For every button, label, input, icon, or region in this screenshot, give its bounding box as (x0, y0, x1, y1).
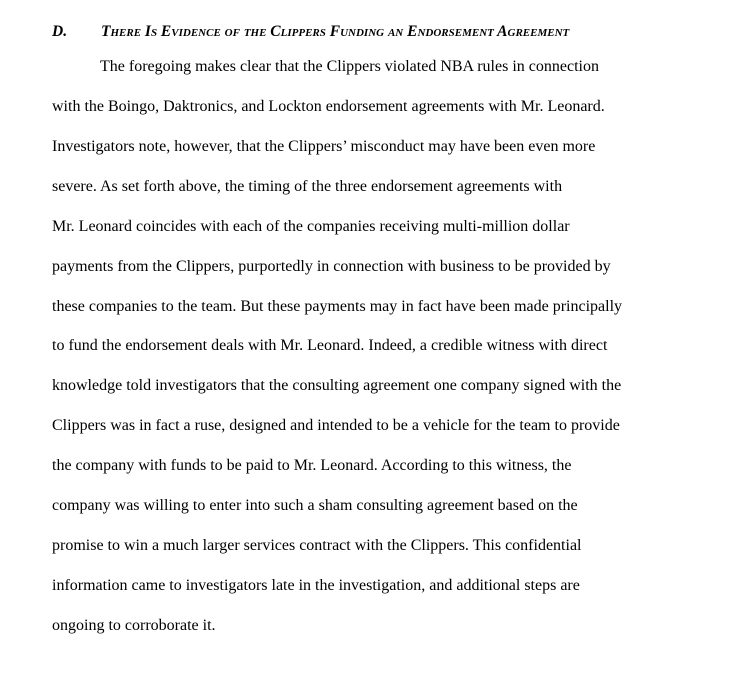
section-heading (52, 21, 712, 43)
paragraph-line: these companies to the team. But these payments may in fact have been made principally (52, 298, 623, 315)
paragraph-line: The foregoing makes clear that the Clippers violated NBA rules in connection (100, 58, 599, 75)
section-letter: D. (52, 23, 68, 40)
paragraph-line: to fund the endorsement deals with Mr. Leonard. Indeed, a credible witness with direct (52, 337, 608, 354)
paragraph-line: knowledge told investigators that the consulting agreement one company signed with the (52, 377, 622, 394)
paragraph-line: promise to win a much larger services contract with the Clippers. This confidential (52, 537, 582, 554)
paragraph-line: Investigators note, however, that the Clippers’ misconduct may have been even more (52, 138, 596, 155)
paragraph-line: Mr. Leonard coincides with each of the companies receiving multi-million dollar (52, 218, 570, 235)
paragraph-line: the company with funds to be paid to Mr. Leonard. According to this witness, the (52, 457, 572, 474)
section-title: There Is Evidence of the Clippers Funding an Endorsement Agreement (101, 23, 570, 40)
paragraph-line: payments from the Clippers, purportedly in connection with business to be provided by (52, 258, 611, 275)
paragraph-line: severe. As set forth above, the timing of the three endorsement agreements with (52, 178, 563, 195)
paragraph-line: Clippers was in fact a ruse, designed and intended to be a vehicle for the team to provide (52, 417, 620, 434)
paragraph-line: ongoing to corroborate it. (52, 617, 216, 634)
paragraph-line: with the Boingo, Daktronics, and Lockton endorsement agreements with Mr. Leonard. (52, 98, 605, 115)
paragraph-line: information came to investigators late in the investigation, and additional steps are (52, 577, 580, 594)
paragraph-line: company was willing to enter into such a sham consulting agreement based on the (52, 497, 578, 514)
